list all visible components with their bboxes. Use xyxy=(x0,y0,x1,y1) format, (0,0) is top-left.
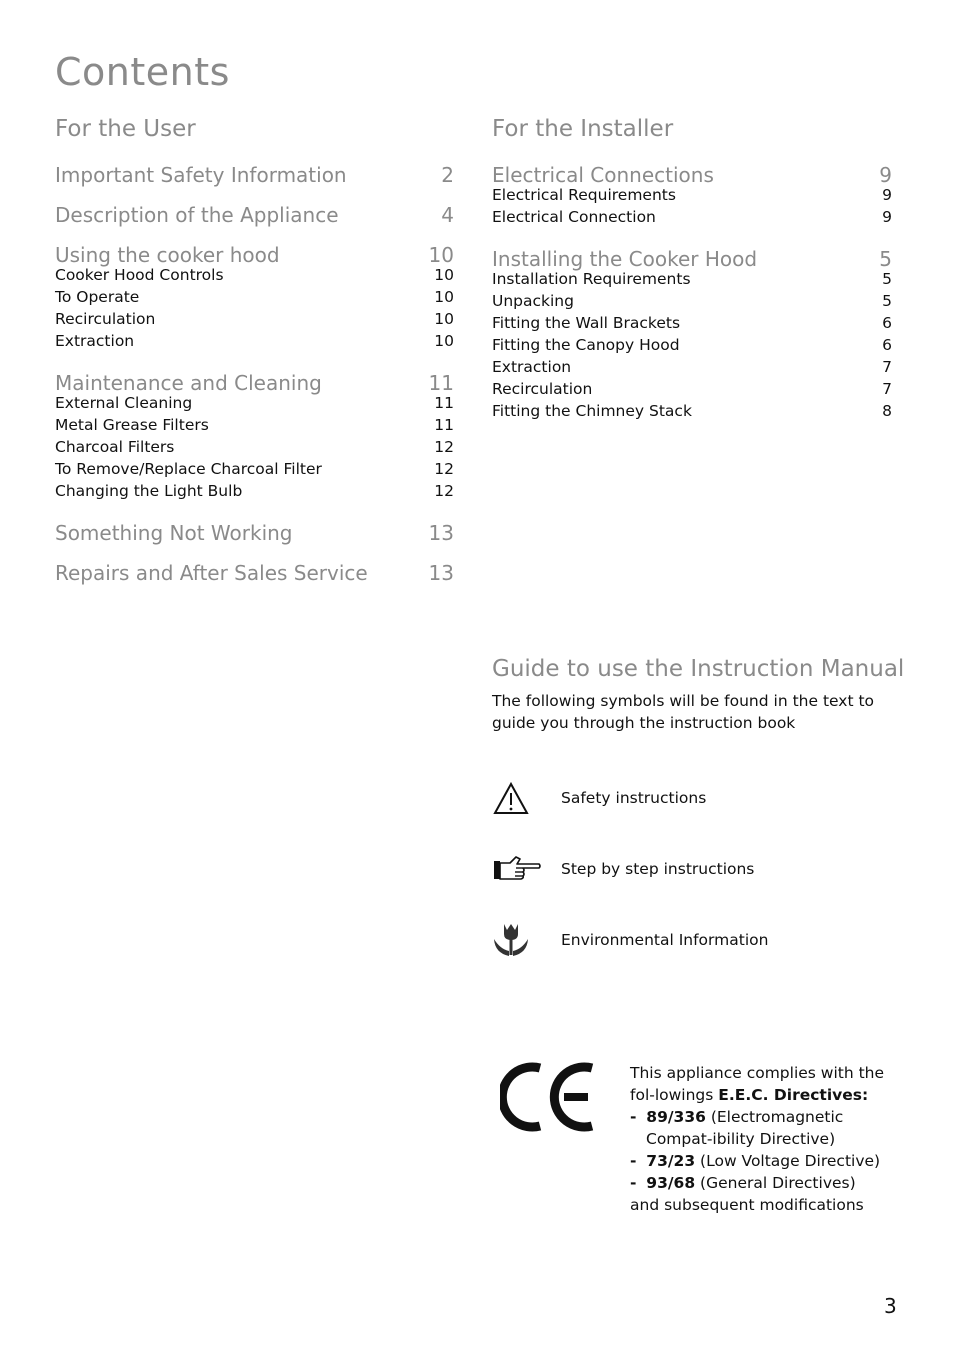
symbol-label-steps: Step by step instructions xyxy=(561,860,755,878)
section-title: Repairs and After Sales Service xyxy=(55,561,368,585)
symbol-row-steps xyxy=(492,850,912,890)
section-title: Important Safety Information xyxy=(55,163,347,187)
directive-2 xyxy=(630,1150,910,1172)
installer-subsection-row xyxy=(492,402,892,420)
subsection-page-number: 12 xyxy=(434,438,454,456)
subsection-page-number: 11 xyxy=(434,416,454,434)
installer-subsection-row xyxy=(492,208,892,226)
user-heading: For the User xyxy=(55,116,196,142)
subsection-label: To Remove/Replace Charcoal Filter xyxy=(55,460,322,478)
directive-desc: (Electromagnetic Compat-ibility Directive) xyxy=(646,1108,844,1148)
section-page-number: 10 xyxy=(428,243,454,267)
installer-section-row xyxy=(492,163,892,187)
subsection-page-number: 9 xyxy=(882,208,892,226)
user-section-row xyxy=(55,163,454,187)
installer-subsection-row xyxy=(492,336,892,354)
section-title: Electrical Connections xyxy=(492,163,714,187)
guide-title: Guide to use the Instruction Manual xyxy=(492,656,905,682)
section-title: Description of the Appliance xyxy=(55,203,339,227)
user-section-row xyxy=(55,243,454,267)
subsection-label: Installation Requirements xyxy=(492,270,691,288)
subsection-page-number: 10 xyxy=(434,266,454,284)
subsection-page-number: 10 xyxy=(434,310,454,328)
subsection-page-number: 8 xyxy=(882,402,892,420)
directive-desc: (Low Voltage Directive) xyxy=(700,1152,881,1170)
section-page-number: 9 xyxy=(879,163,892,187)
user-subsection-row xyxy=(55,310,454,328)
section-title: Maintenance and Cleaning xyxy=(55,371,322,395)
page-number: 3 xyxy=(884,1294,897,1318)
compliance-intro-bold: E.E.C. Directives: xyxy=(718,1086,869,1104)
user-section-row xyxy=(55,371,454,395)
subsection-page-number: 11 xyxy=(434,394,454,412)
subsection-label: Charcoal Filters xyxy=(55,438,175,456)
installer-heading: For the Installer xyxy=(492,116,674,142)
subsection-page-number: 6 xyxy=(882,314,892,332)
subsection-label: Recirculation xyxy=(492,380,593,398)
subsection-page-number: 9 xyxy=(882,186,892,204)
user-subsection-row xyxy=(55,482,454,500)
directive-desc: (General Directives) xyxy=(700,1174,856,1192)
symbol-label-environment: Environmental Information xyxy=(561,931,769,949)
user-subsection-row xyxy=(55,332,454,350)
flower-icon xyxy=(492,921,542,961)
symbol-row-environment xyxy=(492,921,912,961)
directive-bullet: - xyxy=(630,1174,637,1192)
page-title: Contents xyxy=(55,50,230,94)
user-subsection-row xyxy=(55,460,454,478)
compliance-intro-text: This appliance complies with the fol-lowings xyxy=(630,1064,885,1104)
subsection-page-number: 10 xyxy=(434,332,454,350)
subsection-label: External Cleaning xyxy=(55,394,193,412)
user-subsection-row xyxy=(55,288,454,306)
ce-mark-logo xyxy=(500,1060,600,1134)
compliance-text xyxy=(630,1062,910,1216)
user-subsection-row xyxy=(55,266,454,284)
subsection-page-number: 5 xyxy=(882,270,892,288)
subsection-page-number: 12 xyxy=(434,482,454,500)
section-title: Using the cooker hood xyxy=(55,243,280,267)
subsection-label: To Operate xyxy=(55,288,140,306)
user-subsection-row xyxy=(55,438,454,456)
pointing-hand-icon xyxy=(492,850,542,890)
subsection-label: Metal Grease Filters xyxy=(55,416,209,434)
section-page-number: 2 xyxy=(441,163,454,187)
subsection-label: Cooker Hood Controls xyxy=(55,266,224,284)
user-section-row xyxy=(55,521,454,545)
subsection-page-number: 5 xyxy=(882,292,892,310)
user-section-row xyxy=(55,561,454,585)
installer-section-row xyxy=(492,247,892,271)
subsection-label: Recirculation xyxy=(55,310,156,328)
installer-subsection-row xyxy=(492,314,892,332)
compliance-footer: and subsequent modifications xyxy=(630,1196,864,1214)
subsection-label: Electrical Requirements xyxy=(492,186,676,204)
subsection-label: Electrical Connection xyxy=(492,208,656,226)
user-subsection-row xyxy=(55,394,454,412)
section-page-number: 13 xyxy=(428,561,454,585)
warning-triangle-icon xyxy=(492,779,542,819)
user-subsection-row xyxy=(55,416,454,434)
subsection-page-number: 10 xyxy=(434,288,454,306)
subsection-page-number: 7 xyxy=(882,358,892,376)
section-page-number: 13 xyxy=(428,521,454,545)
symbol-row-safety xyxy=(492,779,912,819)
subsection-label: Changing the Light Bulb xyxy=(55,482,243,500)
directive-bullet: - xyxy=(630,1152,637,1170)
directive-code: 89/336 xyxy=(646,1108,706,1126)
user-section-row xyxy=(55,203,454,227)
subsection-page-number: 6 xyxy=(882,336,892,354)
symbol-label-safety: Safety instructions xyxy=(561,789,707,807)
subsection-label: Fitting the Canopy Hood xyxy=(492,336,680,354)
section-page-number: 5 xyxy=(879,247,892,271)
subsection-label: Unpacking xyxy=(492,292,574,310)
user-toc xyxy=(55,0,454,1352)
subsection-label: Extraction xyxy=(55,332,135,350)
installer-subsection-row xyxy=(492,270,892,288)
subsection-label: Fitting the Wall Brackets xyxy=(492,314,681,332)
section-page-number: 11 xyxy=(428,371,454,395)
section-title: Something Not Working xyxy=(55,521,293,545)
installer-subsection-row xyxy=(492,186,892,204)
directive-1 xyxy=(630,1106,910,1150)
section-title: Installing the Cooker Hood xyxy=(492,247,758,271)
directive-code: 73/23 xyxy=(646,1152,696,1170)
guide-text: The following symbols will be found in the text to guide you through the instruction book xyxy=(492,692,875,732)
subsection-label: Extraction xyxy=(492,358,572,376)
subsection-page-number: 12 xyxy=(434,460,454,478)
compliance-intro xyxy=(630,1062,910,1106)
directive-bullet: - xyxy=(630,1108,637,1126)
installer-subsection-row xyxy=(492,358,892,376)
section-page-number: 4 xyxy=(441,203,454,227)
installer-subsection-row xyxy=(492,292,892,310)
installer-subsection-row xyxy=(492,380,892,398)
directive-code: 93/68 xyxy=(646,1174,696,1192)
subsection-label: Fitting the Chimney Stack xyxy=(492,402,692,420)
directive-3 xyxy=(630,1172,910,1194)
subsection-page-number: 7 xyxy=(882,380,892,398)
